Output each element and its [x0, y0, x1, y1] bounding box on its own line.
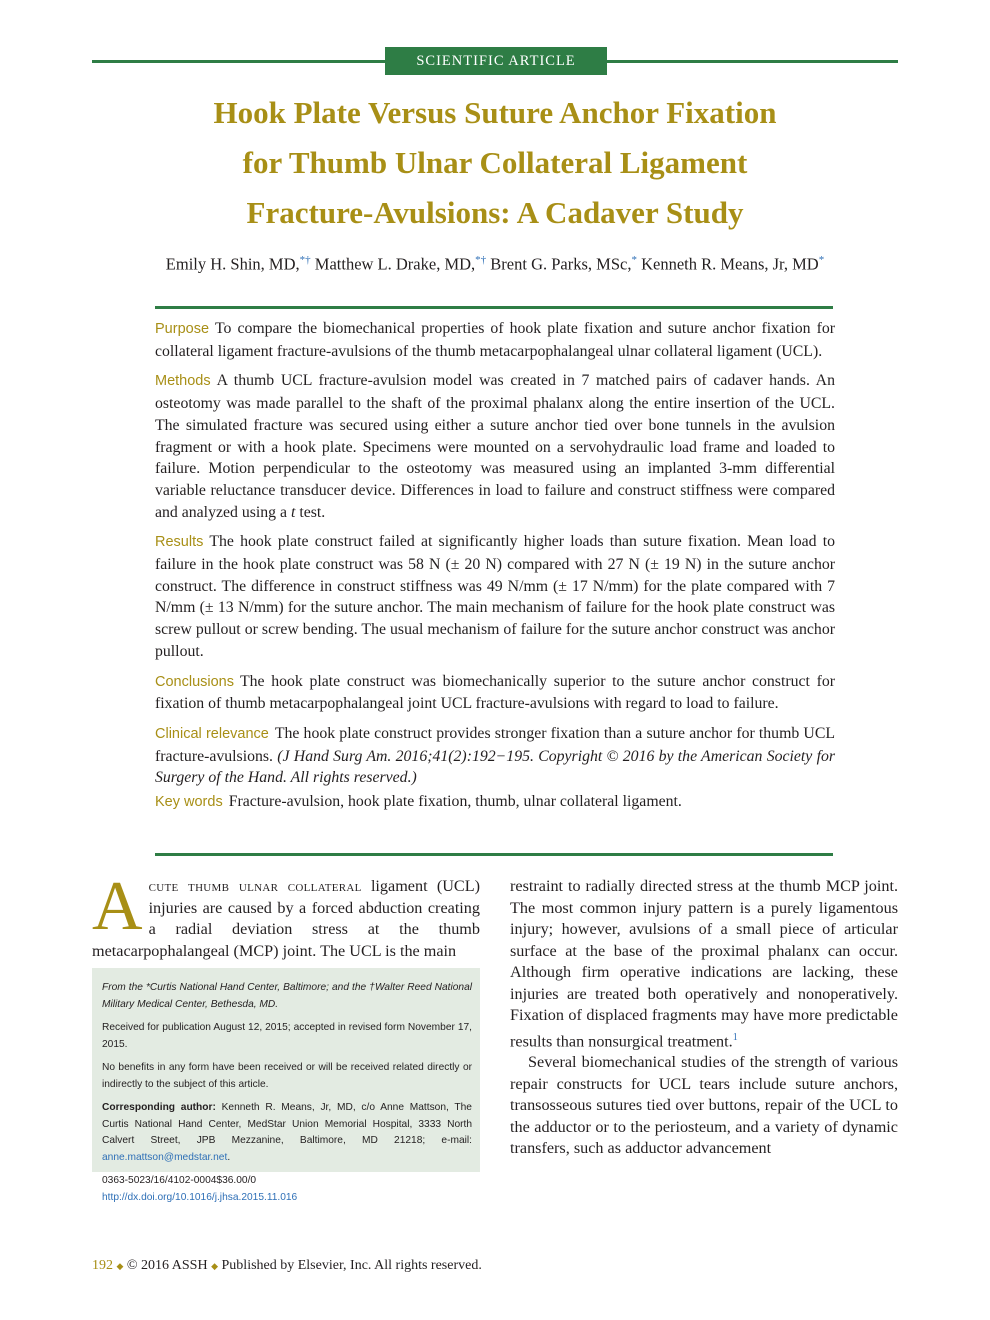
abstract-results [155, 531, 835, 662]
body-left-column [92, 868, 480, 962]
author-name: Brent G. Parks, MSc, [490, 254, 632, 274]
right-paragraph-1 [510, 876, 898, 1052]
author-affiliation-marks[interactable]: *† [475, 254, 487, 266]
drop-cap: A [92, 868, 143, 945]
purpose-text: To compare the biomechanical properties of hook plate fixation and suture anchor fixation for collateral ligament fracture-avulsions of the thumb metacarpophalangeal ulnar collateral ligament (UCL). [155, 320, 835, 360]
methods-text-end: test. [299, 503, 326, 521]
page-footer [92, 1258, 482, 1274]
methods-label: Methods [155, 373, 211, 390]
body-right-column [510, 876, 898, 1160]
header-rule-left [92, 60, 385, 63]
conclusions-label: Conclusions [155, 673, 234, 690]
author-affiliation-marks[interactable]: *† [299, 254, 311, 266]
publisher: Published by Elsevier, Inc. All rights reserved. [221, 1258, 482, 1273]
benefits-note: No benefits in any form have been received or will be received related directly or indirectly to the subject of this article. [102, 1062, 472, 1090]
methods-text: A thumb UCL fracture-avulsion model was created in 7 matched pairs of cadaver hands. An osteotomy was made parallel to the shaft of the proximal phalanx along the entire insertion of the UCL. The simulated fracture was secured using either a suture anchor tied over bone tunnels in the avulsion fragment or with a hook plate. Specimens were mounted on a servohydraulic load frame and loaded to failure. Motion perpendicular to the osteotomy was measured using an implanted 3-mm differential variable reluctance transducer device. Differences in load to failure and construct stiffness were compared and analyzed using a [155, 372, 835, 521]
abstract-purpose [155, 318, 835, 362]
abstract-keywords [155, 791, 835, 814]
copyright: © 2016 ASSH [126, 1258, 208, 1273]
email-link[interactable]: anne.mattson@medstar.net [102, 1151, 228, 1163]
section-tag: SCIENTIFIC ARTICLE [385, 47, 607, 75]
corresponding-author-text: Kenneth R. Means, Jr, MD, c/o Anne Mattson, The Curtis National Hand Center, MedStar Union Memorial Hospital, 3333 North Calvert Street, JPB Mezzanine, Baltimore, MD 21218; e-mail: [102, 1102, 472, 1146]
abstract-bottom-rule [155, 853, 833, 856]
citation: (J Hand Surg Am. 2016;41(2):192−195. Copyright © 2016 by the American Society for Surgery of the Hand. All rights reserved.) [155, 747, 836, 787]
purpose-label: Purpose [155, 321, 210, 337]
intro-paragraph [92, 868, 480, 962]
reference-link[interactable]: 1 [732, 1031, 738, 1043]
received-note: Received for publication August 12, 2015; accepted in revised form November 17, 2015. [102, 1022, 472, 1050]
abstract-top-rule [155, 306, 833, 309]
article-title [90, 88, 900, 238]
clinical-relevance-text: The hook plate construct provides stronger fixation than a suture anchor for thumb UCL fracture-avulsions. [155, 724, 835, 765]
abstract-conclusions [155, 671, 835, 715]
author-name: Emily H. Shin, MD, [165, 254, 300, 274]
doi-link[interactable]: http://dx.doi.org/10.1016/j.jhsa.2015.11.016 [102, 1191, 298, 1203]
bullet-icon: ◆ [116, 1261, 124, 1271]
intro-text: ligament (UCL) injuries are caused by a forced abduction creating a radial deviation stress at the thumb metacarpophalangeal (MCP) joint. The UCL is the main [92, 877, 480, 960]
results-label: Results [155, 534, 204, 551]
author-name: Kenneth R. Means, Jr, MD [641, 254, 819, 274]
keywords-label: Key words [155, 794, 223, 811]
lead-smallcaps: cute thumb ulnar collateral [148, 877, 362, 895]
title-line: Hook Plate Versus Suture Anchor Fixation [213, 95, 777, 130]
author-name: Matthew L. Drake, MD, [314, 254, 476, 274]
issn-doi [102, 1173, 472, 1206]
results-text: The hook plate construct failed at significantly higher loads than suture fixation. Mean load to failure in the hook plate construct was 58 N (± 20 N) compared with 27 N (± 19 N) in the suture anchor construct. The difference in construct stiffness was 49 N/mm (± 17 N/mm) for the plate compared with 7 N/mm (± 13 N/mm) for the suture anchor. The main mechanism of failure for the hook plate construct was screw pullout or screw bending. The usual mechanism of failure for the suture anchor construct was anchor pullout. [155, 533, 835, 660]
title-line: Fracture-Avulsions: A Cadaver Study [246, 195, 744, 230]
author-affiliation-marks[interactable]: * [631, 254, 637, 266]
clinical-relevance-label: Clinical relevance [155, 725, 269, 742]
page-number: 192 [92, 1258, 113, 1273]
abstract-clinical-relevance [155, 723, 835, 789]
bullet-icon: ◆ [211, 1261, 219, 1271]
right-paragraph-2: Several biomechanical studies of the strength of various repair constructs for UCL tears include suture anchors, transosseous sutures tied over buttons, repair of the UCL to the adductor or to the periosteum, and a variety of dynamic transfers, such as adductor advancement [510, 1053, 898, 1158]
abstract-methods [155, 370, 835, 523]
corresponding-author-note: Corresponding author: Kenneth R. Means, Jr, MD, c/o Anne Mattson, The Curtis National Hand Center, MedStar Union Memorial Hospital, 3333 North Calvert Street, JPB Mezzanine, Baltimore, MD 21218; e-mail: anne.mattson@medstar.net. [102, 1102, 472, 1163]
affiliation-note: From the *Curtis National Hand Center, Baltimore; and the †Walter Reed National Military Medical Center, Bethesda, MD. [102, 982, 472, 1010]
title-line: for Thumb Ulnar Collateral Ligament [242, 145, 748, 180]
right-paragraph-1-text: restraint to radially directed stress at the thumb MCP joint. The most common injury pattern is a purely ligamentous injury; however, avulsions of a small piece of articular surface at the base of the proximal phalanx can occur. Although firm operative indications are lacking, these injuries are treated both operatively and nonoperatively. Fixation of displaced fragments may have more predictable results than nonsurgical treatment. [510, 877, 898, 1050]
author-list [60, 254, 930, 275]
article-info-box [92, 968, 480, 1203]
methods-t-italic: t [290, 503, 296, 521]
keywords-text: Fracture-avulsion, hook plate fixation, thumb, ulnar collateral ligament. [228, 793, 682, 811]
conclusions-text: The hook plate construct was biomechanically superior to the suture anchor construct for fixation of thumb metacarpophalangeal joint UCL fracture-avulsions with regard to load to failure. [155, 672, 835, 713]
author-affiliation-marks[interactable]: * [818, 254, 825, 266]
issn: 0363-5023/16/4102-0004$36.00/0 [102, 1175, 257, 1186]
corresponding-author-label: Corresponding author: [102, 1102, 216, 1113]
abstract [155, 318, 835, 822]
header-rule-right [607, 60, 898, 63]
